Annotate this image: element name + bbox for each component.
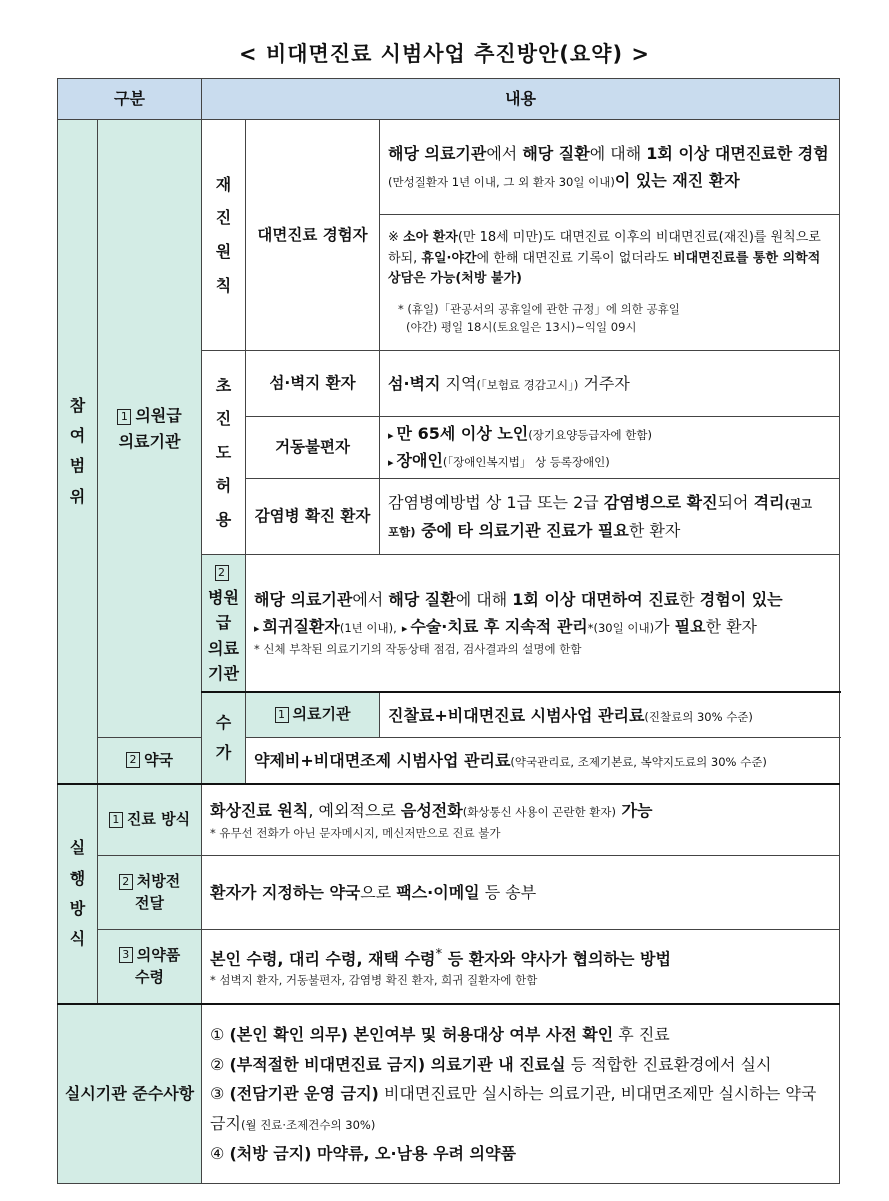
island-patient-label: 섬·벽지 환자 (246, 351, 380, 417)
treatment-footnote: * 유무선 전화가 아닌 문자메시지, 메신저만으로 진료 불가 (210, 825, 501, 840)
hospital-label: 2병원급 의료기관 (202, 555, 246, 692)
island-patient-text: 섬·벽지 지역(「보험료 경감고시」) 거주자 (380, 351, 840, 417)
infection-patient-text: 감염병예방법 상 1급 또는 2급 감염병으로 확진되어 격리(권고 포함) 중에 타 의료기관 진료가 필요한 환자 (380, 479, 840, 555)
drug-receipt-text: 본인 수령, 대리 수령, 재택 수령* 등 환자와 약사가 협의하는 방법 * 섬벽지 환자, 거동불편자, 감염병 확진 환자, 희귀 질환자에 한함 (202, 930, 840, 1004)
first-visit-label: 초진도허용 (202, 351, 246, 555)
drug-receipt-footnote: * 섬벽지 환자, 거동불편자, 감염병 확진 환자, 희귀 질환자에 한함 (210, 973, 538, 988)
treatment-method-label: 1 진료 방식 (98, 784, 202, 856)
page-title: < 비대면진료 시범사업 추진방안(요약) > (239, 42, 650, 66)
compliance-items (202, 1004, 840, 1184)
mobility-impaired-text: ▸ 만 65세 이상 노인(장기요양등급자에 한함) ▸ 장애인(「장애인복지법」 상 등록장애인) (380, 417, 840, 479)
revisit-pediatric-note: ※ 소아 환자(만 18세 미만)도 대면진료 이후의 비대면진료(재진)를 원칙으로 하되, 휴일·야간에 한해 대면진료 기록이 없더라도 비대면진료를 통한 의학적 상담은 가능(처방 불가) * (휴일)「관공서의 공휴일에 관한 규정」에 의한 공휴일 (야간) 평일 18시(토요일은 13시)~익일 09시 (380, 215, 840, 351)
compliance-label: 실시기관 준수사항 (58, 1004, 202, 1184)
fee-pharmacy-label: 2 약국 (98, 738, 202, 784)
compliance-item: ② (부적절한 비대면진료 금지) 의료기관 내 진료실 등 적합한 진료환경에서 실시 (210, 1054, 772, 1074)
header-category: 구분 (58, 79, 202, 120)
revisit-sublabel: 대면진료 경험자 (246, 120, 380, 351)
prescription-delivery-text: 환자가 지정하는 약국으로 팩스·이메일 등 송부 (202, 856, 840, 930)
holiday-footnote: * (휴일)「관공서의 공휴일에 관한 규정」에 의한 공휴일 (398, 301, 680, 316)
revisit-label: 재진원칙 (202, 120, 246, 351)
infection-patient-label: 감염병 확진 환자 (246, 479, 380, 555)
prescription-delivery-label: 2 처방전 전달 (98, 856, 202, 930)
fee-clinic-label: 1 의료기관 (246, 692, 380, 738)
clinic-label: 1 의원급 의료기관 (98, 120, 202, 738)
header-content: 내용 (202, 79, 840, 120)
mobility-impaired-label: 거동불편자 (246, 417, 380, 479)
hospital-footnote: * 신체 부착된 의료기기의 작동상태 점검, 검사결과의 설명에 한함 (254, 642, 582, 657)
drug-receipt-label: 3 의약품 수령 (98, 930, 202, 1004)
fee-label: 수가 (202, 692, 246, 784)
compliance-item: ④ (처방 금지) 마약류, 오·남용 우려 의약품 (210, 1143, 516, 1163)
method-label: 실행방식 (58, 784, 98, 1004)
hospital-text: 해당 의료기관에서 해당 질환에 대해 1회 이상 대면하여 진료한 경험이 있는 ▸ 희귀질환자(1년 이내), ▸ 수술·치료 후 지속적 관리*(30일 이내)가 필요한 환자 * 신체 부착된 의료기기의 작동상태 점검, 검사결과의 설명에 한함 (246, 555, 840, 692)
fee-pharmacy-text: 약제비+비대면조제 시범사업 관리료(약국관리료, 조제기본료, 복약지도료의 30% 수준) (246, 738, 840, 784)
treatment-method-text: 화상진료 원칙, 예외적으로 음성전화(화상통신 사용이 곤란한 환자) 가능 * 유무선 전화가 아닌 문자메시지, 메신저만으로 진료 불가 (202, 784, 840, 856)
summary-table (57, 78, 840, 1184)
compliance-item: ① (본인 확인 의무) 본인여부 및 허용대상 여부 사전 확인 후 진료 (210, 1025, 670, 1045)
night-footnote: (야간) 평일 18시(토요일은 13시)~익일 09시 (406, 319, 637, 334)
participation-label: 참여범위 (58, 120, 98, 784)
fee-clinic-text: 진찰료+비대면진료 시범사업 관리료(진찰료의 30% 수준) (380, 692, 840, 738)
compliance-item: ③ (전담기관 운영 금지) 비대면진료만 실시하는 의료기관, 비대면조제만 실시하는 약국 금지(월 진료·조제건수의 30%) (210, 1084, 817, 1134)
revisit-main-text: 해당 의료기관에서 해당 질환에 대해 1회 이상 대면진료한 경험(만성질환자 1년 이내, 그 외 환자 30일 이내)이 있는 재진 환자 (380, 120, 840, 215)
